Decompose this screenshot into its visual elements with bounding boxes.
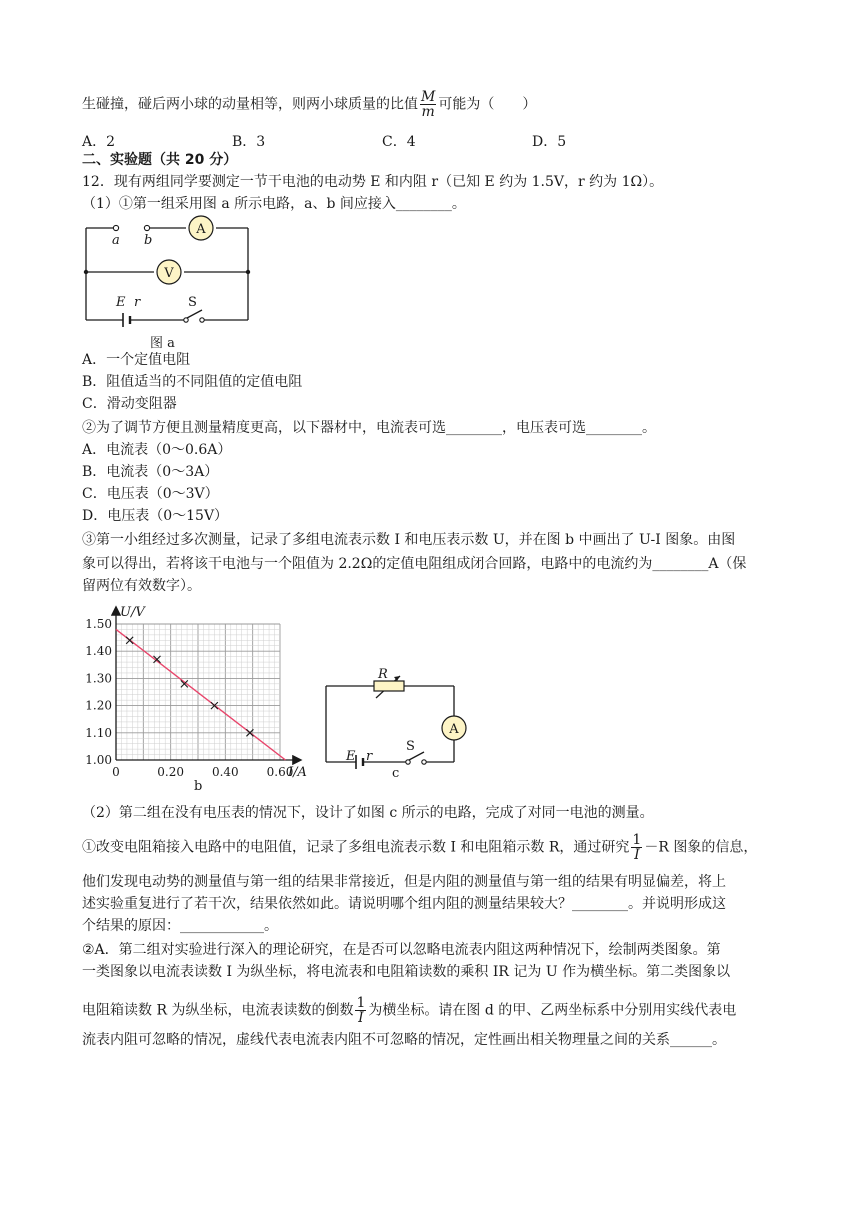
q11-frac-den: m — [421, 104, 435, 120]
section-title: 二、实验题（共 20 分） — [82, 152, 238, 168]
q12-part2-q1-line4: 个结果的原因：____________。 — [82, 918, 278, 934]
q12-part2-q2-line4: 流表内阻可忽略的情况，虚线代表电流表内阻不可忽略的情况，定性画出相关物理量之间的关系______。 — [82, 1032, 726, 1048]
part2-q1-text-b: －R 图象的信息， — [644, 839, 758, 856]
internal-resistance-label: r — [134, 295, 141, 310]
part2-q2-fraction — [355, 996, 366, 1025]
part2-q1-fraction — [631, 833, 642, 862]
switch-label: S — [406, 739, 415, 754]
terminal-b-label: b — [144, 233, 153, 248]
frac-den: I — [634, 847, 640, 863]
y-tick-label: 1.50 — [85, 617, 112, 631]
circuit-figure-c — [318, 666, 478, 778]
frac-num: 1 — [632, 832, 642, 848]
x-tick-label: 0.40 — [211, 765, 239, 779]
x-tick-label: 0.60 — [266, 765, 294, 779]
rheostat-icon — [374, 681, 404, 691]
q12-part2-q2-line3 — [82, 996, 736, 1025]
q12-intro: 12．现有两组同学要测定一节干电池的电动势 E 和内阻 r（已知 E 约为 1.5V，r 约为 1Ω）。 — [82, 174, 664, 190]
q12-part2-q1-line2: 他们发现电动势的测量值与第一组的结果非常接近，但是内阻的测量值与第一组的结果有明显偏差，将上 — [82, 874, 726, 890]
q11-mass-ratio — [420, 90, 436, 119]
terminal-a-label: a — [112, 233, 120, 248]
figure-c-caption: c — [392, 766, 400, 778]
p1-option-b: B．阻值适当的不同阻值的定值电阻 — [82, 374, 303, 390]
y-tick-label: 1.00 — [85, 753, 112, 767]
part2-q2-text-b: 为横坐标。请在图 d 的甲、乙两坐标系中分别用实线代表电 — [368, 1002, 737, 1019]
p1-option-a: A．一个定值电阻 — [82, 352, 191, 368]
q12-part2-intro: （2）第二组在没有电压表的情况下，设计了如图 c 所示的电路，完成了对同一电池的测量。 — [82, 805, 654, 821]
p1-option-c: C．滑动变阻器 — [82, 396, 177, 412]
q11-option-d: D．5 — [532, 134, 567, 150]
ammeter-label: A — [449, 722, 459, 737]
voltmeter-label: V — [164, 266, 174, 281]
q12-part2-q2-line1: ②A．第二组对实验进行深入的理论研究，在是否可以忽略电流表内阻这两种情况下，绘制两类图象。第 — [82, 942, 721, 958]
emf-label: E — [116, 295, 126, 310]
circuit-figure-a — [80, 214, 260, 354]
frac-num: 1 — [356, 995, 366, 1011]
emf-label: E — [346, 749, 356, 764]
q11-stem-after: 可能为（ ） — [438, 96, 537, 113]
q11-stem-before: 生碰撞，碰后两小球的动量相等，则两小球质量的比值 — [82, 96, 418, 113]
q12-part2-q1-line1 — [82, 833, 757, 862]
p2-option-b: B．电流表（0～3A） — [82, 464, 219, 480]
q11-stem — [82, 90, 536, 119]
x-tick-label: 0.20 — [157, 765, 185, 779]
ammeter-label: A — [196, 222, 206, 237]
q11-option-a: A．2 — [82, 134, 116, 150]
q12-part1-q3-line3: 留两位有效数字）。 — [82, 578, 201, 594]
p2-option-d: D．电压表（0～15V） — [82, 508, 229, 524]
internal-resistance-label: r — [366, 749, 373, 764]
figure-a-caption: 图 a — [150, 336, 175, 351]
q12-part1-q3-line2: 象可以得出，若将该干电池与一个阻值为 2.2Ω的定值电阻组成闭合回路，电路中的电流约为________A（保 — [82, 556, 747, 572]
x-tick-label: 0 — [112, 765, 120, 779]
y-tick-label: 1.40 — [85, 644, 112, 659]
switch-label: S — [188, 295, 197, 310]
y-tick-label: 1.10 — [85, 725, 112, 740]
p2-option-c: C．电压表（0～3V） — [82, 486, 219, 502]
y-tick-label: 1.20 — [85, 698, 112, 713]
q11-option-b: B．3 — [232, 134, 266, 150]
frac-den: I — [358, 1010, 364, 1026]
y-tick-label: 1.30 — [85, 671, 112, 686]
x-axis-label: I/A — [288, 765, 307, 780]
y-axis-label: U/V — [120, 605, 145, 620]
rheostat-label: R — [378, 667, 388, 682]
figure-b-caption: b — [194, 779, 203, 794]
q12-part2-q1-line3: 述实验重复进行了若干次，结果依然如此。请说明哪个组内阻的测量结果较大？________。并说明形成这 — [82, 896, 726, 912]
q12-part1-q3-line1: ③第一小组经过多次测量，记录了多组电流表示数 I 和电压表示数 U，并在图 b 中画出了 U-I 图象。由图 — [82, 532, 736, 548]
ui-graph-figure-b — [78, 600, 318, 798]
q12-part2-q2-line2: 一类图象以电流表读数 I 为纵坐标，将电流表和电阻箱读数的乘积 IR 记为 U 作为横坐标。第二类图象以 — [82, 964, 731, 980]
part2-q1-text-a: ①改变电阻箱接入电路中的电阻值，记录了多组电流表示数 I 和电阻箱示数 R，通过研究 — [82, 839, 630, 856]
q11-frac-num: M — [421, 89, 436, 105]
part2-q2-text-a: 电阻箱读数 R 为纵坐标，电流表读数的倒数 — [82, 1002, 354, 1019]
q12-part1-q1: （1）①第一组采用图 a 所示电路，a、b 间应接入________。 — [82, 196, 466, 212]
p2-option-a: A．电流表（0～0.6A） — [82, 442, 232, 458]
q11-option-c: C．4 — [382, 134, 416, 150]
q12-part1-q2: ②为了调节方便且测量精度更高，以下器材中，电流表可选________，电压表可选________。 — [82, 420, 656, 436]
